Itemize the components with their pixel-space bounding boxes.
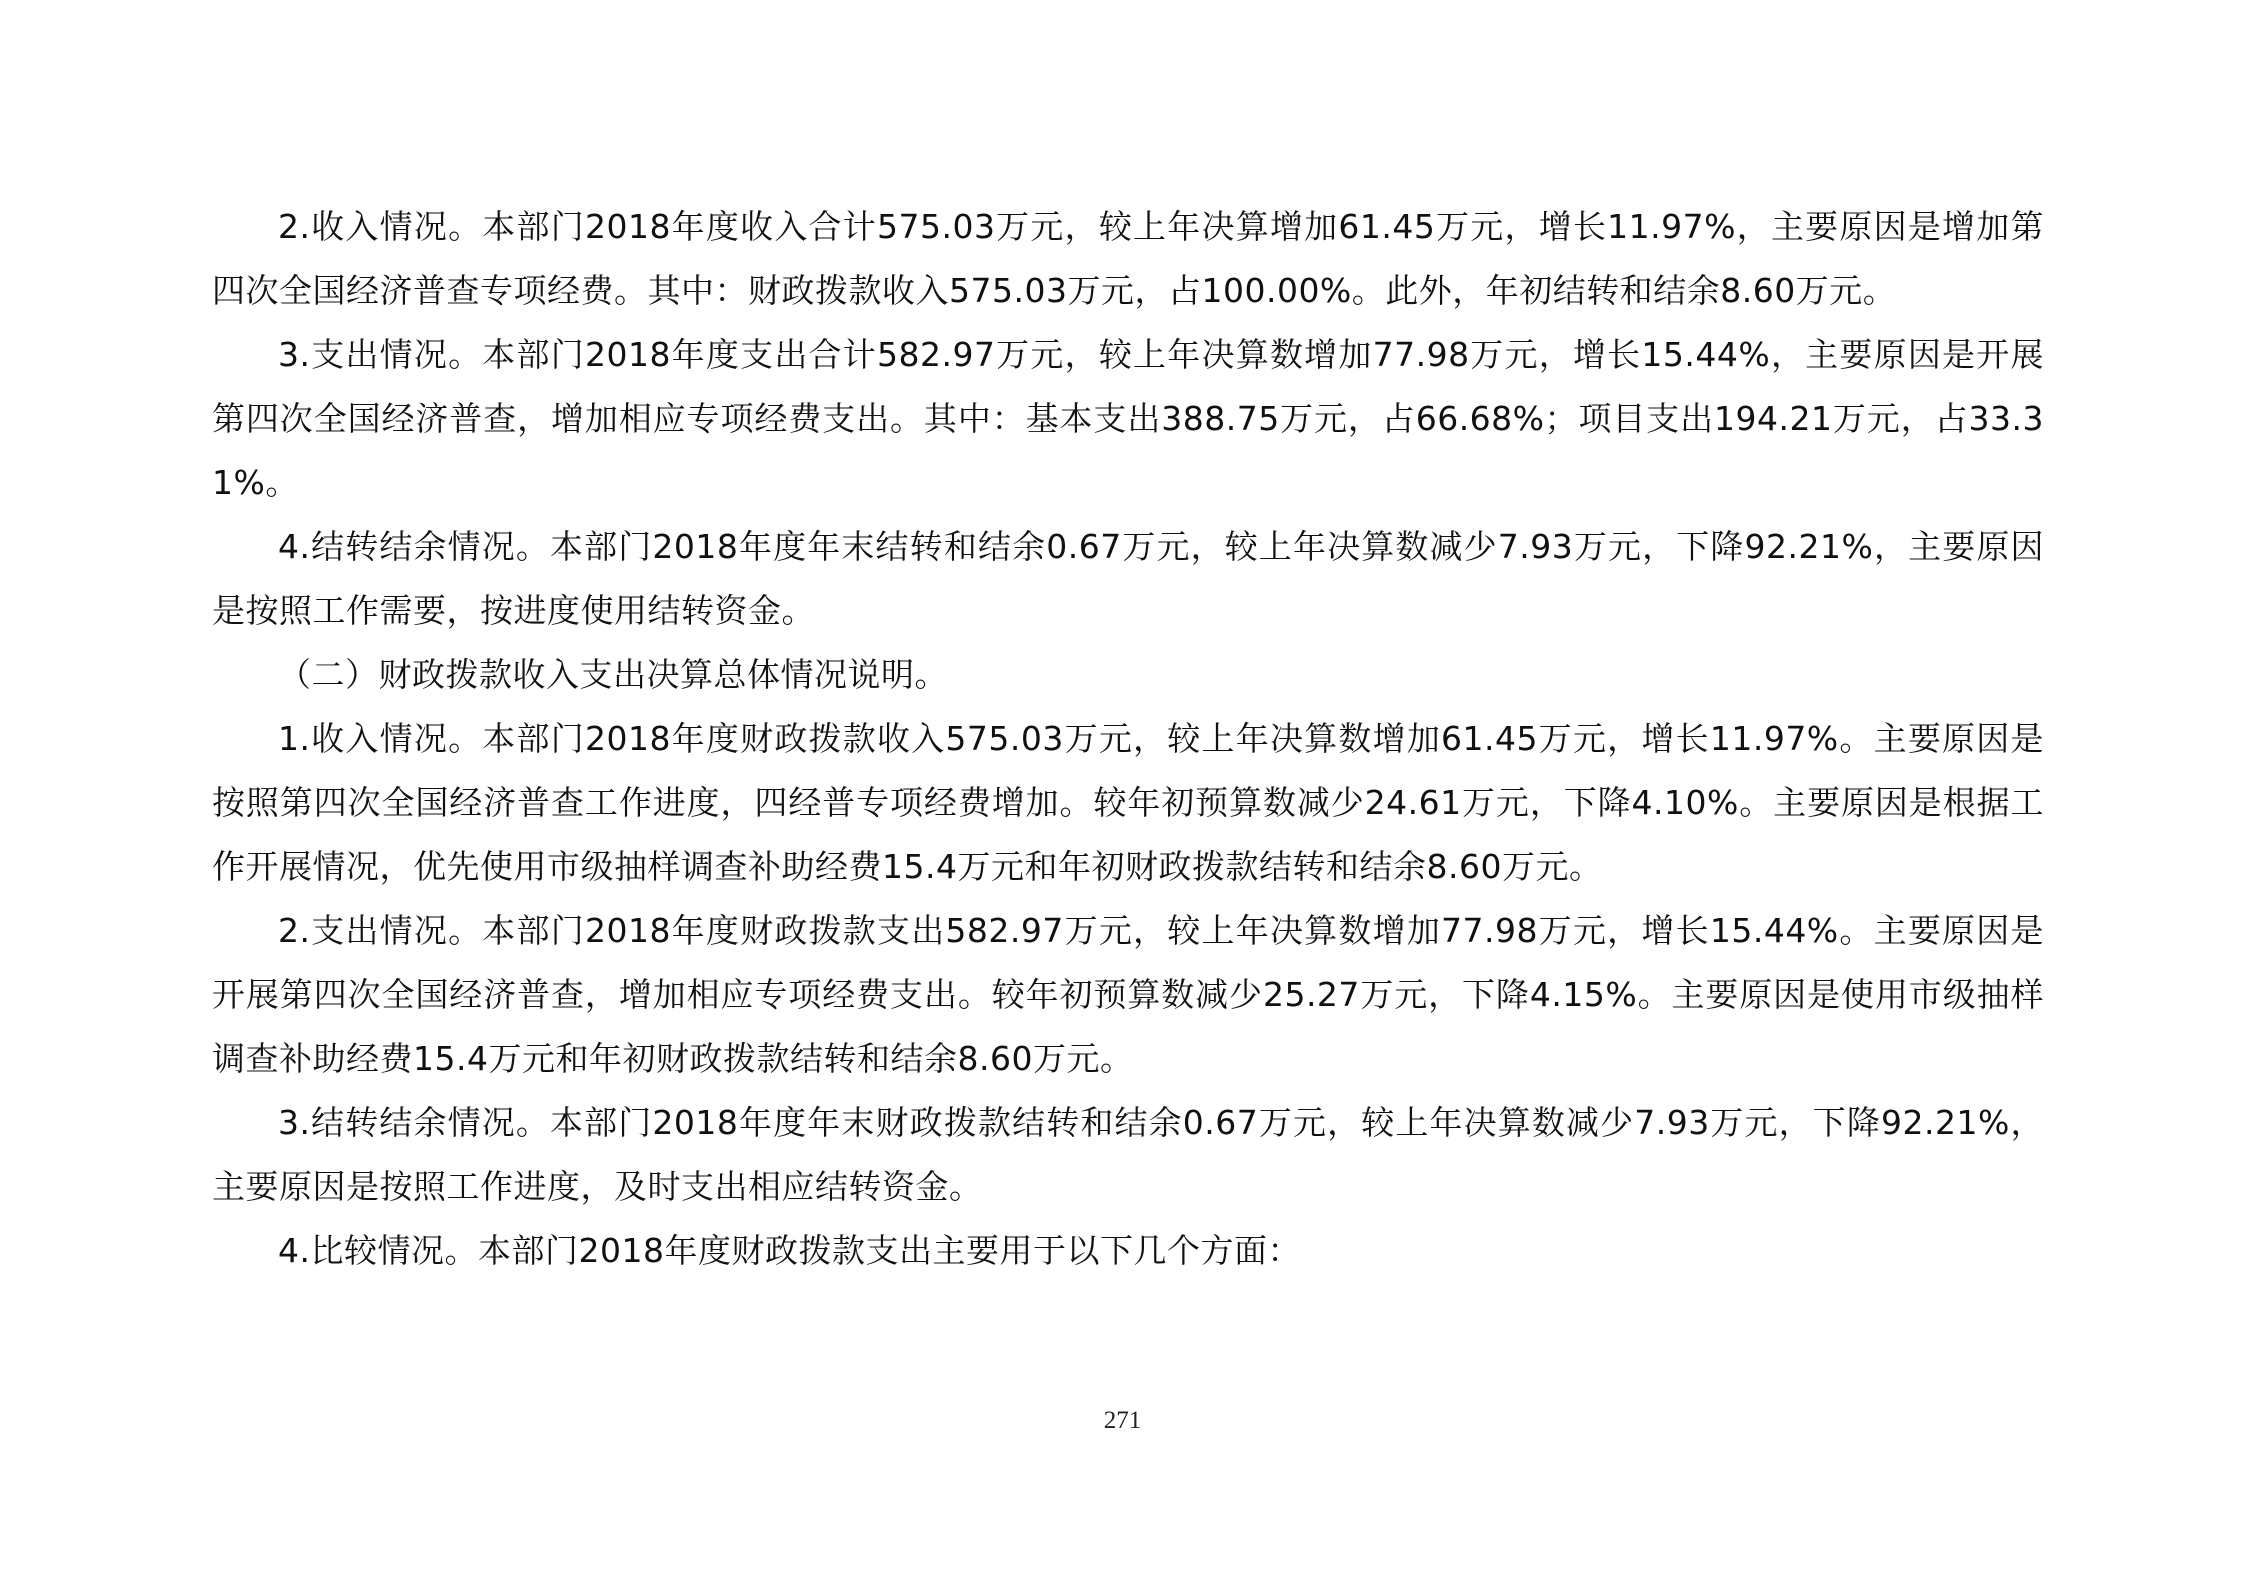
paragraph-income-summary: 2.收入情况。本部门2018年度收入合计575.03万元，较上年决算增加61.45万元，增长11.97%，主要原因是增加第四次全国经济普查专项经费。其中：财政拨款收入575.03万元，占100.00%。此外，年初结转和结余8.60万元。 [212,207,2044,310]
paragraph-fiscal-expenditure: 2.支出情况。本部门2018年度财政拨款支出582.97万元，较上年决算数增加77.98万元，增长15.44%。主要原因是开展第四次全国经济普查，增加相应专项经费支出。较年初预算数减少25.27万元，下降4.15%。主要原因是使用市级抽样调查补助经费15.4万元和年初财政拨款结转和结余8.60万元。 [212,911,2044,1078]
paragraph-fiscal-income: 1.收入情况。本部门2018年度财政拨款收入575.03万元，较上年决算数增加61.45万元，增长11.97%。主要原因是按照第四次全国经济普查工作进度，四经普专项经费增加。较年初预算数减少24.61万元，下降4.10%。主要原因是根据工作开展情况，优先使用市级抽样调查补助经费15.4万元和年初财政拨款结转和结余8.60万元。 [212,719,2044,886]
paragraph-fiscal-carryover: 3.结转结余情况。本部门2018年度年末财政拨款结转和结余0.67万元，较上年决算数减少7.93万元，下降92.21%，主要原因是按照工作进度，及时支出相应结转资金。 [212,1103,2044,1206]
paragraph-comparison: 4.比较情况。本部门2018年度财政拨款支出主要用于以下几个方面： [278,1231,1301,1270]
paragraph-expenditure-summary: 3.支出情况。本部门2018年度支出合计582.97万元，较上年决算数增加77.98万元，增长15.44%，主要原因是开展第四次全国经济普查，增加相应专项经费支出。其中：基本支出388.75万元，占66.68%；项目支出194.21万元，占33.31%。 [212,335,2044,502]
section-heading-fiscal-appropriation: （二）财政拨款收入支出决算总体情况说明。 [278,655,948,694]
document-body [212,195,2044,1283]
paragraph-carryover-summary: 4.结转结余情况。本部门2018年度年末结转和结余0.67万元，较上年决算数减少7.93万元，下降92.21%，主要原因是按照工作需要，按进度使用结转资金。 [212,527,2044,630]
page-number: 271 [1103,1407,1142,1434]
